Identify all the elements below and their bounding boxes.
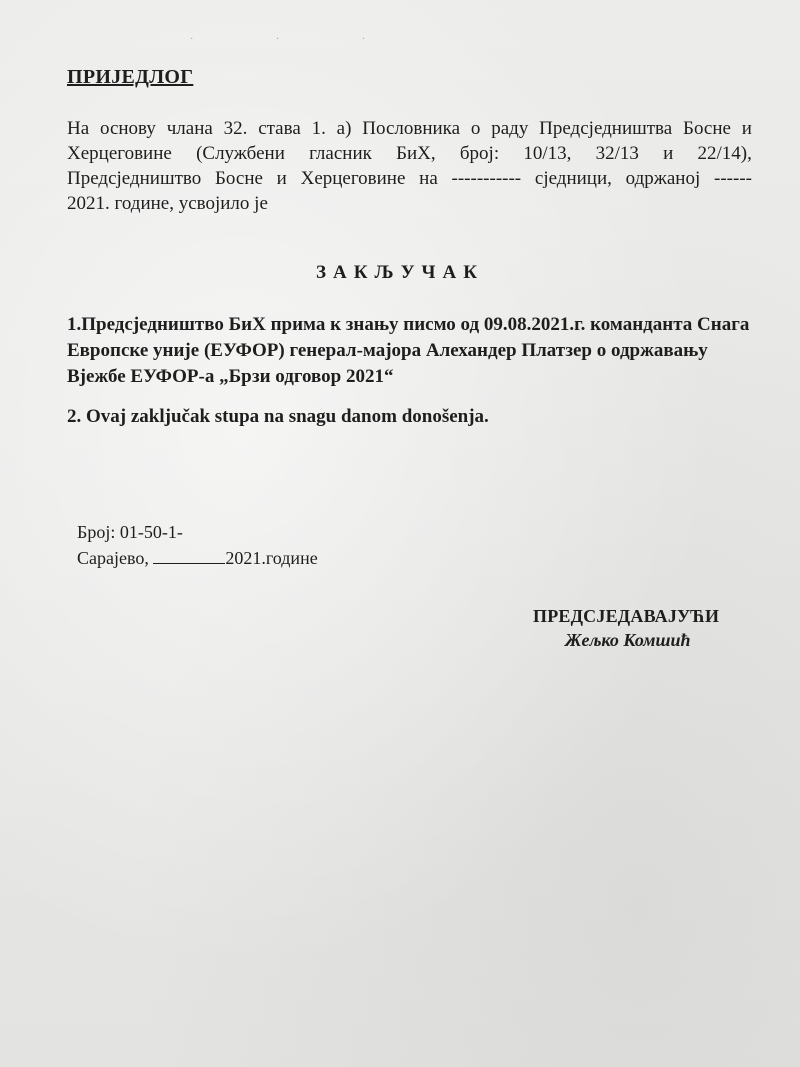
preamble-word: и	[741, 118, 752, 139]
preamble-paragraph	[67, 116, 752, 216]
place-label: Сарајево,	[77, 548, 149, 568]
reference-block	[77, 519, 318, 571]
preamble-word: става	[258, 118, 301, 139]
preamble-word: 22/14),	[697, 143, 752, 164]
preamble-word: одржаној	[625, 168, 701, 189]
preamble-line-4: 2021. године, усвојило је	[67, 193, 268, 214]
preamble-word: 1.	[311, 118, 326, 139]
preamble-word: и	[663, 143, 674, 164]
preamble-word: Херцеговине	[300, 168, 406, 189]
signatory-name: Жељко Комшић	[565, 630, 691, 650]
preamble-word: Предсједништва	[539, 118, 673, 139]
preamble-word: Херцеговине	[67, 143, 172, 164]
preamble-word: 32.	[223, 118, 248, 139]
preamble-word: сједници,	[534, 168, 612, 189]
preamble-word: Пословника	[362, 118, 461, 139]
preamble-word: и	[276, 168, 287, 189]
preamble-word: (Службени	[196, 143, 285, 164]
preamble-word: о	[470, 118, 481, 139]
preamble-word: На	[67, 118, 90, 139]
preamble-word: а)	[336, 118, 352, 139]
preamble-word: 32/13	[595, 143, 639, 164]
place-date-line	[77, 545, 318, 571]
year-label: 2021.године	[225, 548, 318, 568]
preamble-word: основу	[99, 118, 156, 139]
conclusion-point-1: 1.Предсједништво БиХ прима к знању писмо од 09.08.2021.г. команданта Снага Европске уније (ЕУФОР) генерал-мајора Алехандер Платзер о одржавању Вјежбе ЕУФОР-а „Брзи одговор 2021“	[67, 314, 750, 387]
preamble-word: раду	[491, 118, 529, 139]
reference-number: Број: 01-50-1-	[77, 522, 183, 542]
preamble-word: 10/13,	[523, 143, 572, 164]
preamble-word: Босне	[215, 168, 263, 189]
preamble-word: на	[419, 168, 438, 189]
document-title: ПРИЈЕДЛОГ	[67, 66, 194, 88]
preamble-word: гласник	[309, 143, 372, 164]
signatory-title: ПРЕДСЈЕДАВАЈУЋИ	[533, 606, 720, 626]
date-blank	[153, 549, 225, 564]
conclusion-point-2: 2. Ovaj zaključak stupa na snagu danom donošenja.	[67, 406, 489, 427]
preamble-word: Предсједништво	[67, 168, 202, 189]
preamble-word: БиХ,	[396, 143, 436, 164]
preamble-line-3	[67, 166, 752, 191]
preamble-word: -----------	[451, 168, 522, 189]
preamble-line-2	[67, 141, 752, 166]
preamble-word: члана	[166, 118, 213, 139]
scan-specks: · · ·	[190, 34, 405, 45]
conclusion-heading: ЗАКЉУЧАК	[316, 262, 484, 283]
preamble-word: број:	[459, 143, 500, 164]
preamble-word: ------	[714, 168, 752, 189]
preamble-word: Босне	[683, 118, 731, 139]
preamble-line-1	[67, 116, 752, 141]
